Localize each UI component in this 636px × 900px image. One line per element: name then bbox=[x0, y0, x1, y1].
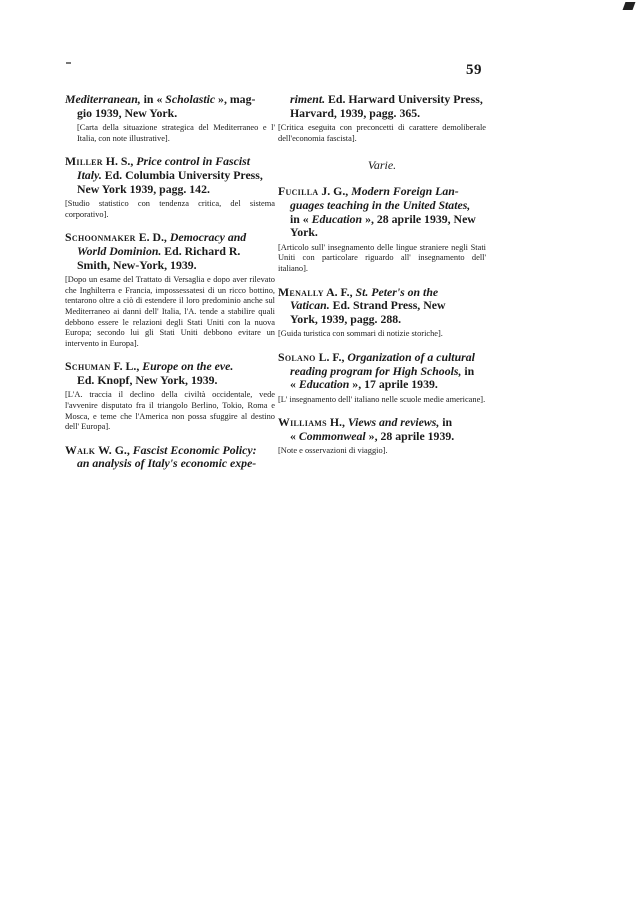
entry-title: Price control in Fascist bbox=[136, 154, 250, 169]
entry-title: Europe on the eve. bbox=[142, 359, 234, 374]
bibliography-entry-williams: Williams H., Views and reviews, in « Commonweal », 28 aprile 1939. [Note e osservazioni di viaggio]. bbox=[278, 416, 486, 457]
bibliography-entry-solano: Solano L. F., Organization of a cultural reading program for High Schools, in « Education », 17 aprile 1939. [L' insegnamento dell' italiano nelle scuole medie americane]. bbox=[278, 349, 486, 404]
entry-note: [Guida turistica con sommari di notizie storiche]. bbox=[278, 329, 443, 339]
entry-author: Schuman bbox=[65, 359, 111, 374]
journal-name: Commonweal bbox=[295, 428, 366, 443]
scan-corner-mark bbox=[623, 2, 636, 10]
entry-citation: Williams H., Views and reviews, in bbox=[278, 415, 453, 430]
entry-citation: Miller H. S., Price control in Fascist bbox=[65, 154, 250, 169]
entry-title: Modern Foreign Lan- bbox=[351, 184, 459, 199]
entry-note: [Carta della situazione strategica del Mediterraneo e l' Italia, con note illustrative]. bbox=[77, 123, 275, 143]
entry-title: Mediterranean, bbox=[65, 92, 141, 106]
entry-title: Democracy and bbox=[169, 230, 247, 245]
entry-author: Miller bbox=[65, 154, 103, 169]
entry-citation: Mediterranean, in « Scholastic », mag- bbox=[65, 92, 256, 106]
entry-title: Fascist Economic Policy: bbox=[132, 442, 257, 457]
journal-name: Education bbox=[308, 211, 363, 226]
journal-name: Education bbox=[295, 377, 350, 392]
section-heading: Varie. bbox=[367, 158, 397, 173]
journal-name: Scholastic bbox=[162, 92, 216, 106]
bibliography-entry-schoonmaker: Schoonmaker E. D., Democracy and World Dominion. Ed. Richard R. Smith, New-York, 1939. [Dopo un esame del Trattato di Versaglia e dopo aver rilevato che Inghilterra e Francia, impossessatesi di un ricco bottino, tentarono oltre a ciò di estendere il loro predominio anche sul Mediterraneo ai danni dell' Italia, l'A. tende a stabilire quali debbono essere le relazioni degli Stati Uniti con la nuova Europa; secondo lui gli Stati Uniti debbono evitare un intervento in Europa]. bbox=[65, 230, 275, 348]
entry-author: Walk bbox=[65, 442, 96, 457]
page-number: 59 bbox=[466, 62, 482, 78]
entry-author: Schoonmaker bbox=[65, 230, 136, 245]
entry-citation: Solano L. F., Organization of a cultural bbox=[278, 349, 475, 364]
entry-citation: Menally A. F., St. Peter's on the bbox=[278, 284, 439, 299]
bibliography-entry-miller: Miller H. S., Price control in Fascist Italy. Ed. Columbia University Press, New York 1939, pagg. 142. [Studio statistico con tendenza critica, del sistema corporativo]. bbox=[65, 154, 275, 219]
entry-author: Menally bbox=[278, 284, 324, 299]
entry-citation: Schuman F. L., Europe on the eve. bbox=[65, 359, 234, 374]
left-column bbox=[65, 93, 275, 482]
entry-note: [Note e osservazioni di viaggio]. bbox=[278, 446, 388, 456]
entry-citation: Schoonmaker E. D., Democracy and bbox=[65, 230, 247, 245]
entry-author: Williams bbox=[278, 415, 327, 430]
bibliography-entry-walk: Walk W. G., Fascist Economic Policy: an analysis of Italy's economic expe- bbox=[65, 444, 275, 471]
scan-tick-mark bbox=[66, 62, 71, 64]
bibliography-entry-schuman: Schuman F. L., Europe on the eve. Ed. Knopf, New York, 1939. [L'A. traccia il declino della civiltà occidentale, vede l'avvenire disputato fra il triangolo Berlino, Tokio, Roma e Mosca, e teme che l'America non possa sfuggire al destino dell' Europa]. bbox=[65, 359, 275, 432]
entry-note: [Articolo sull' insegnamento delle lingue straniere negli Stati Uniti con particolare riguardo all' insegnamento dell' italiano]. bbox=[278, 242, 486, 273]
entry-note: [Dopo un esame del Trattato di Versaglia e dopo aver rilevato che Inghilterra e Francia, impossessatesi di un ricco bottino, tentarono oltre a ciò di estendere il loro predominio anche sul Mediterraneo ai danni dell' Italia, l'A. tende a stabilire quali debbono essere le relazioni degli Stati Uniti con la nuova Europa; secondo lui gli Stati Uniti debbono evitare un intervento in Europa]. bbox=[65, 275, 275, 348]
entry-author: Solano bbox=[278, 349, 316, 364]
entry-citation: Fucilla J. G., Modern Foreign Lan- bbox=[278, 184, 459, 199]
entry-note: [L'A. traccia il declino della civiltà occidentale, vede l'avvenire disputato fra il triangolo Berlino, Tokio, Roma e Mosca, e teme che l'America non possa sfuggire al destino dell' Europa]. bbox=[65, 390, 275, 432]
bibliography-entry-fucilla: Fucilla J. G., Modern Foreign Lan- guages teaching in the United States, in « Education », 28 aprile 1939, New York. [Articolo sull' insegnamento delle lingue straniere negli Stati Uniti con particolare riguardo all' insegnamento dell' italiano]. bbox=[278, 184, 486, 273]
entry-citation: Walk W. G., Fascist Economic Policy: bbox=[65, 442, 257, 457]
entry-note: [Critica eseguita con preconcetti di carattere demoliberale dell'economia fascista]. bbox=[278, 123, 486, 143]
entry-author: Fucilla bbox=[278, 184, 319, 199]
entry-note: [Studio statistico con tendenza critica, del sistema corporativo]. bbox=[65, 199, 275, 219]
entry-title: St. Peter's on the bbox=[355, 284, 439, 299]
entry-title: Views and reviews, bbox=[347, 415, 440, 430]
bibliography-entry-walk-continued: riment. Ed. Harward University Press, Harvard, 1939, pagg. 365. [Critica eseguita con preconcetti di carattere demoliberale dell'economia fascista]. bbox=[278, 92, 486, 143]
entry-citation: riment. Ed. Harward University Press, bbox=[290, 92, 483, 106]
bibliography-entry-menally: Menally A. F., St. Peter's on the Vatican. Ed. Strand Press, New York, 1939, pagg. 288. [Guida turistica con sommari di notizie storiche]. bbox=[278, 286, 486, 340]
bibliography-entry-mediterranean: Mediterranean, in « Scholastic », mag- gio 1939, New York. [Carta della situazione strategica del Mediterraneo e l' Italia, con note illustrative]. bbox=[65, 92, 275, 143]
right-column bbox=[278, 93, 486, 468]
entry-title: Organization of a cultural bbox=[347, 349, 475, 364]
entry-note: [L' insegnamento dell' italiano nelle scuole medie americane]. bbox=[278, 394, 486, 404]
